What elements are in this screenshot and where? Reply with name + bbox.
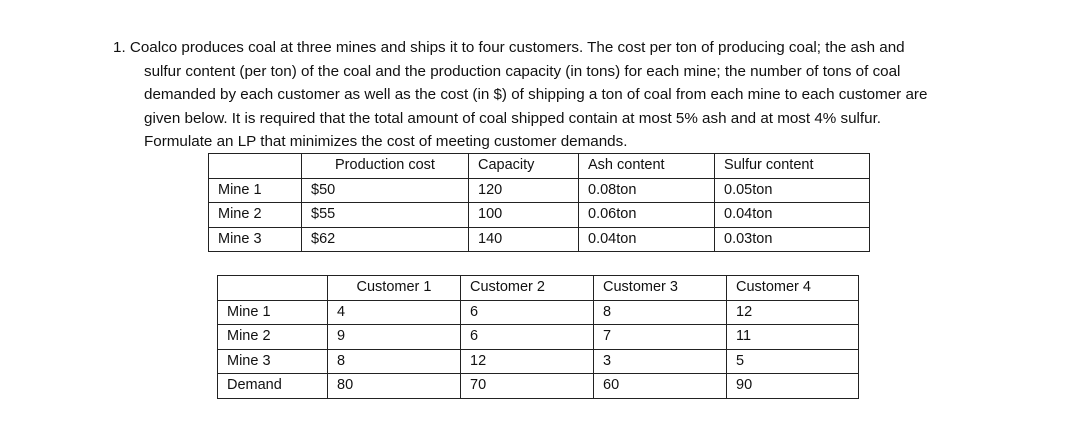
header-cell: Customer 1 — [328, 276, 461, 301]
row-label: Mine 3 — [218, 349, 328, 374]
header-cell: Ash content — [579, 154, 715, 179]
table-cell: 0.04ton — [715, 203, 870, 228]
table-cell: 6 — [461, 325, 594, 350]
table-row — [209, 227, 870, 252]
row-label: Mine 1 — [218, 300, 328, 325]
header-cell: Sulfur content — [715, 154, 870, 179]
problem-line: 1. Coalco produces coal at three mines and ships it to four customers. The cost per ton of producing coal; the ash and — [113, 39, 905, 56]
table-cell: 3 — [594, 349, 727, 374]
table-row — [218, 325, 859, 350]
header-cell: Customer 2 — [461, 276, 594, 301]
shipping-cost-table — [217, 275, 859, 399]
table-cell: 70 — [461, 374, 594, 399]
header-cell — [218, 276, 328, 301]
header-cell — [209, 154, 302, 179]
table-cell: $50 — [302, 178, 469, 203]
table-row — [218, 374, 859, 399]
table-header-row — [218, 276, 859, 301]
table-cell: 11 — [727, 325, 859, 350]
table-cell: 90 — [727, 374, 859, 399]
table-cell: 6 — [461, 300, 594, 325]
mine-data-table — [208, 153, 870, 252]
table-cell: 120 — [469, 178, 579, 203]
table-header-row — [209, 154, 870, 179]
problem-line: demanded by each customer as well as the cost (in $) of shipping a ton of coal from each mine to each customer are — [144, 86, 928, 104]
problem-statement — [113, 36, 1013, 154]
header-cell: Customer 4 — [727, 276, 859, 301]
row-label: Demand — [218, 374, 328, 399]
header-cell: Capacity — [469, 154, 579, 179]
table-cell: 7 — [594, 325, 727, 350]
table-cell: 12 — [461, 349, 594, 374]
table-row — [209, 178, 870, 203]
table-cell: $62 — [302, 227, 469, 252]
table-cell: 60 — [594, 374, 727, 399]
table-cell: 0.03ton — [715, 227, 870, 252]
row-label: Mine 2 — [218, 325, 328, 350]
row-label: Mine 3 — [209, 227, 302, 252]
row-label: Mine 2 — [209, 203, 302, 228]
table-cell: 8 — [594, 300, 727, 325]
table-cell: 12 — [727, 300, 859, 325]
table-row — [209, 203, 870, 228]
table-cell: 0.05ton — [715, 178, 870, 203]
table-cell: 5 — [727, 349, 859, 374]
problem-line: given below. It is required that the total amount of coal shipped contain at most 5% ash and at most 4% sulfur. — [144, 109, 882, 127]
table-cell: $55 — [302, 203, 469, 228]
table-row — [218, 349, 859, 374]
table-cell: 100 — [469, 203, 579, 228]
table-cell: 80 — [328, 374, 461, 399]
table-cell: 0.06ton — [579, 203, 715, 228]
header-cell: Production cost — [302, 154, 469, 179]
problem-line: Formulate an LP that minimizes the cost of meeting customer demands. — [144, 133, 628, 151]
table-cell: 4 — [328, 300, 461, 325]
table-cell: 9 — [328, 325, 461, 350]
table-cell: 8 — [328, 349, 461, 374]
table-cell: 0.04ton — [579, 227, 715, 252]
table-row — [218, 300, 859, 325]
header-cell: Customer 3 — [594, 276, 727, 301]
problem-line: sulfur content (per ton) of the coal and the production capacity (in tons) for each mine; the number of tons of coal — [144, 62, 901, 80]
row-label: Mine 1 — [209, 178, 302, 203]
table-cell: 0.08ton — [579, 178, 715, 203]
table-cell: 140 — [469, 227, 579, 252]
